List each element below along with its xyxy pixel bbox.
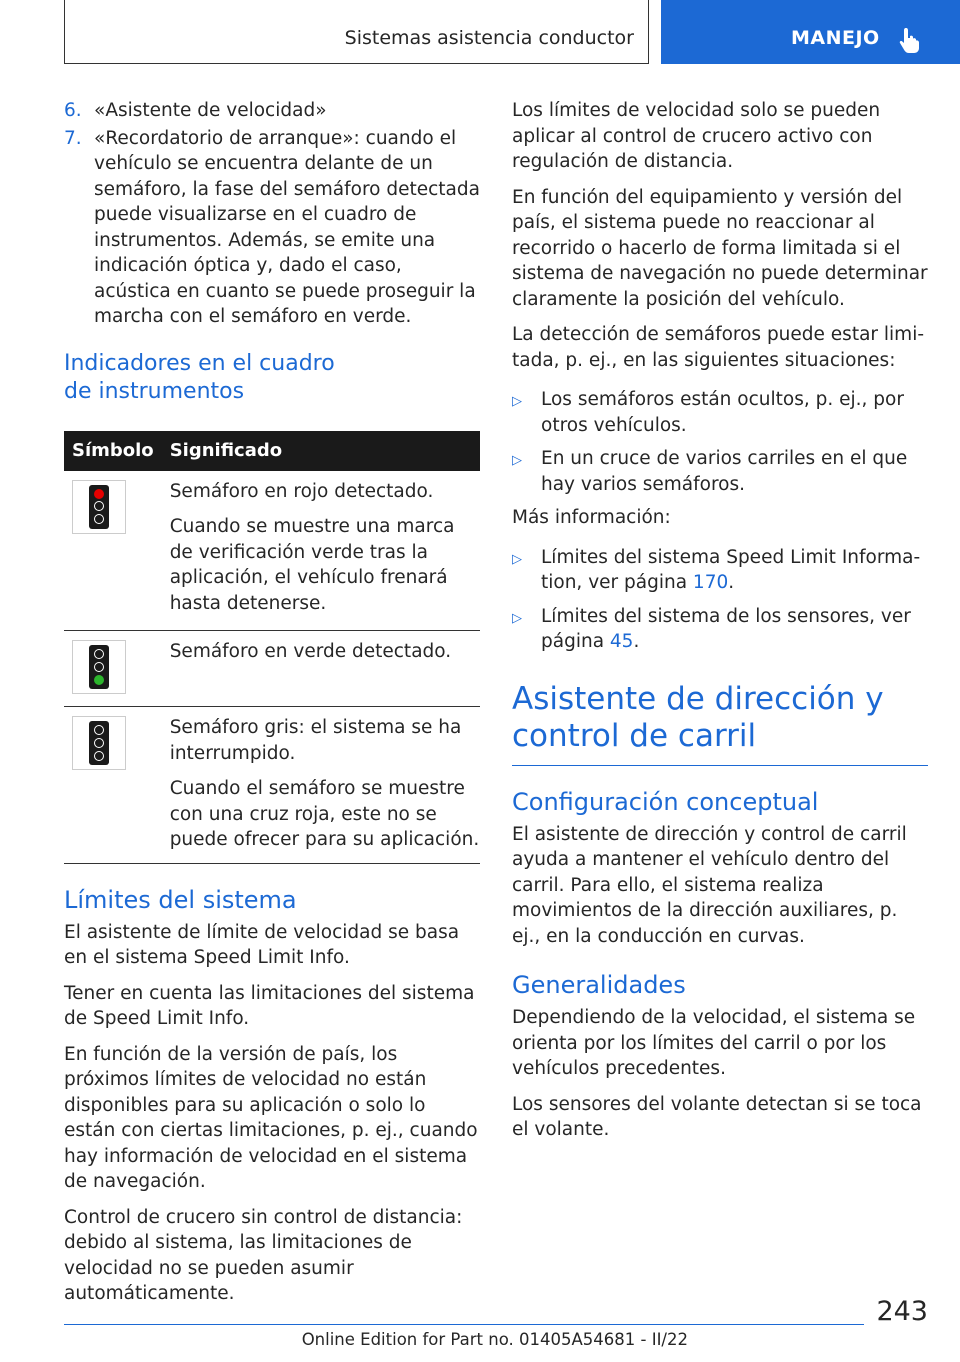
list-item: ▷ Límites del sistema Speed Limit Information, ver página 170.	[512, 545, 928, 596]
bullet-list	[512, 545, 928, 655]
triangle-bullet-icon: ▷	[512, 453, 522, 468]
col-header-symbol: Símbolo	[64, 431, 162, 471]
row-text: Semáforo en rojo detectado.	[169, 480, 434, 502]
paragraph: Dependiendo de la velocidad, el sistema se orienta por los límites del carril o por los vehículos precedentes.	[512, 1007, 916, 1079]
table-row	[64, 471, 480, 631]
paragraph: Tener en cuenta las limitaciones del sistema de Speed Limit Info.	[64, 982, 475, 1029]
col-header-meaning: Significado	[162, 431, 480, 471]
heading-concept: Configuración conceptual	[512, 787, 819, 816]
list-text: Límites del sistema Speed Limit Information, ver página	[541, 546, 921, 593]
triangle-bullet-icon: ▷	[512, 610, 522, 626]
paragraph: Los límites de velocidad solo se pueden aplicar al control de crucero activo con regulación de distancia.	[512, 100, 881, 172]
list-item	[512, 387, 928, 438]
footer-divider	[64, 1324, 864, 1325]
table-row	[64, 707, 480, 864]
paragraph: En función del equipamiento y versión del país, el sistema puede no reaccionar al recorrido o hacerlo de forma limitada si el sistema de navegación no puede determinar claramente la posición del vehículo.	[512, 186, 928, 310]
paragraph: Los sensores del volante detectan si se toca el volante.	[512, 1093, 922, 1140]
edition-note: Online Edition for Part no. 01405A54681 - II/22	[301, 1330, 688, 1349]
page-link-45[interactable]: 45	[609, 631, 634, 652]
paragraph: La detección de semáforos puede estar limitada, p. ej., en las siguientes situaciones:	[512, 324, 925, 371]
chapter-tab[interactable]	[661, 0, 960, 64]
right-column	[512, 98, 928, 1153]
list-item	[512, 446, 928, 497]
row-text: Semáforo en verde detectado.	[169, 641, 452, 662]
traffic-light-gray-icon	[72, 716, 126, 770]
paragraph: Más información:	[512, 507, 671, 528]
list-text: Los semáforos están ocultos, p. ej., por otros vehículos.	[541, 389, 904, 436]
row-text: Cuando se muestre una marca de verificación verde tras la aplicación, el vehículo frenará hasta detenerse.	[169, 516, 455, 614]
triangle-bullet-icon: ▷	[512, 551, 522, 567]
chapter-tab-label: MANEJO	[791, 27, 880, 49]
hand-pointer-icon	[897, 26, 923, 54]
list-number: 7.	[64, 127, 82, 149]
page-link-170[interactable]: 170	[692, 572, 729, 593]
heading-main-section: Asistente de dirección y control de carril	[512, 680, 884, 754]
paragraph: En función de la versión de país, los próximos límites de velocidad no están disponibles para su aplicación o solo lo están con ciertas limitaciones, p. ej., cuando hay información de velocidad en el sistema de navegación.	[64, 1043, 478, 1192]
list-item	[64, 126, 480, 330]
section-divider	[512, 765, 928, 766]
row-text: Semáforo gris: el sistema se ha interrumpido.	[169, 717, 462, 764]
numbered-list	[64, 98, 480, 330]
section-title: Sistemas asistencia conductor	[344, 27, 634, 49]
paragraph: El asistente de dirección y control de carril ayuda a mantener el vehículo dentro del carril. Para ello, el sistema realiza movimientos de la dirección auxiliares, p. ej., en la conducción en curvas.	[512, 823, 907, 947]
paragraph: El asistente de límite de velocidad se basa en el sistema Speed Limit Info.	[64, 921, 460, 968]
header-section-box	[64, 0, 649, 64]
bullet-list	[512, 387, 928, 497]
list-item	[64, 98, 480, 124]
heading-general: Generalidades	[512, 971, 686, 999]
list-text: En un cruce de varios carriles en el que hay varios semáforos.	[541, 448, 908, 495]
page-number: 243	[876, 1296, 928, 1327]
list-number: 6.	[64, 100, 82, 121]
list-item: ▷ Límites del sistema de los sensores, ver página 45.	[512, 604, 928, 655]
heading-limits: Límites del sistema	[64, 885, 297, 914]
traffic-light-red-icon	[72, 480, 126, 534]
list-text: «Asistente de velocidad»	[94, 100, 327, 121]
symbols-table	[64, 431, 480, 864]
traffic-light-green-icon	[72, 640, 126, 694]
triangle-bullet-icon: ▷	[512, 394, 522, 409]
row-text: Cuando el semáforo se muestre con una cruz roja, este no se puede ofrecer para su aplicación.	[169, 778, 480, 850]
heading-indicators: Indicadores en el cuadro de instrumentos	[64, 350, 335, 404]
table-row	[64, 631, 480, 707]
paragraph: Control de crucero sin control de distancia: debido al sistema, las limitaciones de velocidad no se pueden asumir automáticamente.	[64, 1206, 463, 1304]
list-text: Límites del sistema de los sensores, ver página	[541, 605, 911, 652]
left-column	[64, 98, 480, 1317]
list-text: «Recordatorio de arranque»: cuando el vehículo se encuentra delante de un semáforo, la fase del semáforo detectada puede visualizarse en el cuadro de instrumentos. Además, se emite una indicación óptica y, dado el caso, acústica en cuanto se puede proseguir la marcha con el semáforo en verde.	[94, 127, 480, 327]
